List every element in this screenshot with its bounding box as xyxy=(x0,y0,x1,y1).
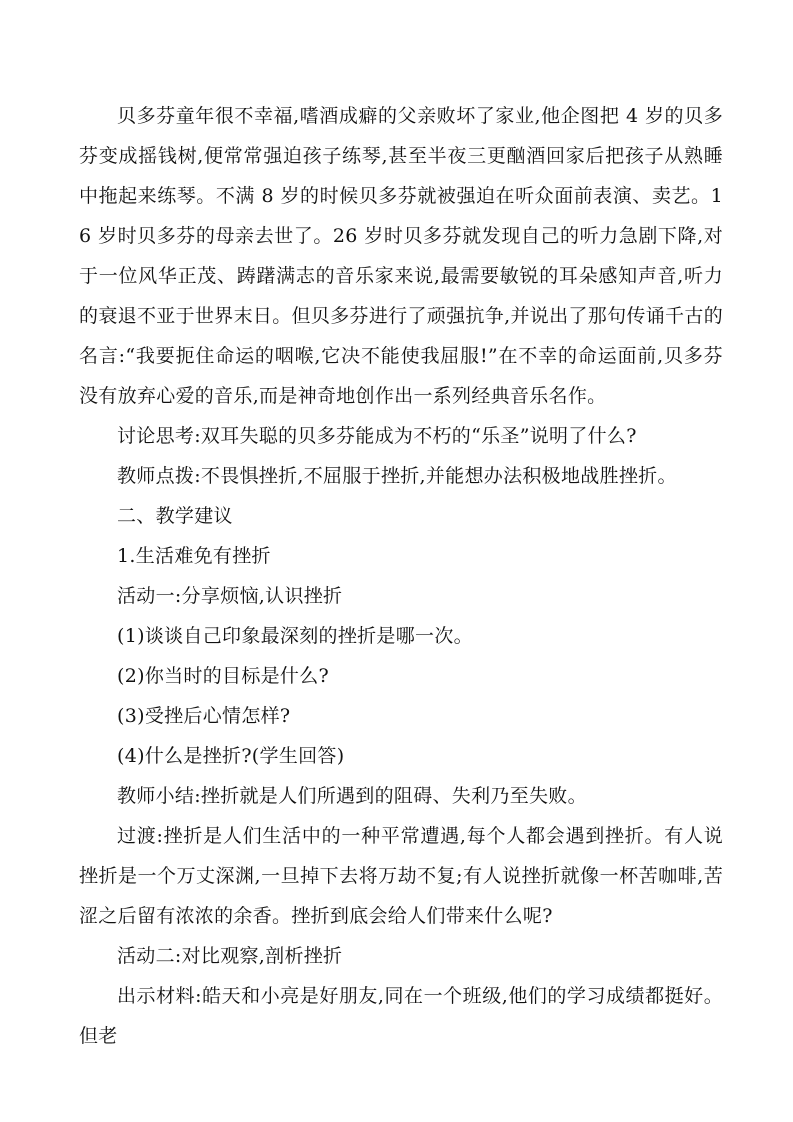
paragraph-material: 出示材料:皓天和小亮是好朋友,同在一个班级,他们的学习成绩都挺好。但老 xyxy=(79,985,723,1047)
paragraph-beethoven-story: 贝多芬童年很不幸福,嗜酒成癖的父亲败坏了家业,他企图把 4 岁的贝多芬变成摇钱树,便常常强迫孩子练琴,甚至半夜三更酗酒回家后把孩子从熟睡中拖起来练琴。不满 8 岁的时候贝多芬就被强迫在听众面前表演、卖艺。16 岁时贝多芬的母亲去世了。26 岁时贝多芬就发现自己的听力急剧下降,对于一位风华正茂、踌躇满志的音乐家来说,最需要敏锐的耳朵感知声音,听力的衰退不亚于世界末日。但贝多芬进行了顽强抗争,并说出了那句传诵千古的名言:“我要扼住命运的咽喉,它决不能使我屈服!”在不幸的命运面前,贝多芬没有放弃心爱的音乐,而是神奇地创作出一系列经典音乐名作。 xyxy=(79,105,723,407)
subsection-heading-setbacks: 1.生活难免有挫折 xyxy=(117,545,271,567)
question-item-3: (3)受挫后心情怎样? xyxy=(117,705,291,727)
activity-two-title: 活动二:对比观察,剖析挫折 xyxy=(117,945,343,967)
paragraph-discussion-question: 讨论思考:双耳失聪的贝多芬能成为不朽的“乐圣”说明了什么? xyxy=(117,425,637,447)
section-heading-teaching-suggestions: 二、教学建议 xyxy=(117,505,233,527)
paragraph-teacher-summary: 教师小结:挫折就是人们所遇到的阻碍、失利乃至失败。 xyxy=(117,785,587,807)
activity-one-title: 活动一:分享烦恼,认识挫折 xyxy=(117,585,343,607)
document-body xyxy=(79,96,723,1056)
question-item-1: (1)谈谈自己印象最深刻的挫折是哪一次。 xyxy=(117,625,473,647)
question-item-2: (2)你当时的目标是什么? xyxy=(117,665,330,687)
paragraph-teacher-guidance: 教师点拨:不畏惧挫折,不屈服于挫折,并能想办法积极地战胜挫折。 xyxy=(117,465,677,487)
paragraph-transition: 过渡:挫折是人们生活中的一种平常遭遇,每个人都会遇到挫折。有人说挫折是一个万丈深渊,一旦掉下去将万劫不复;有人说挫折就像一杯苦咖啡,苦涩之后留有浓浓的余香。挫折到底会给人们带来什么呢? xyxy=(79,825,723,927)
question-item-4: (4)什么是挫折?(学生回答) xyxy=(117,745,345,767)
